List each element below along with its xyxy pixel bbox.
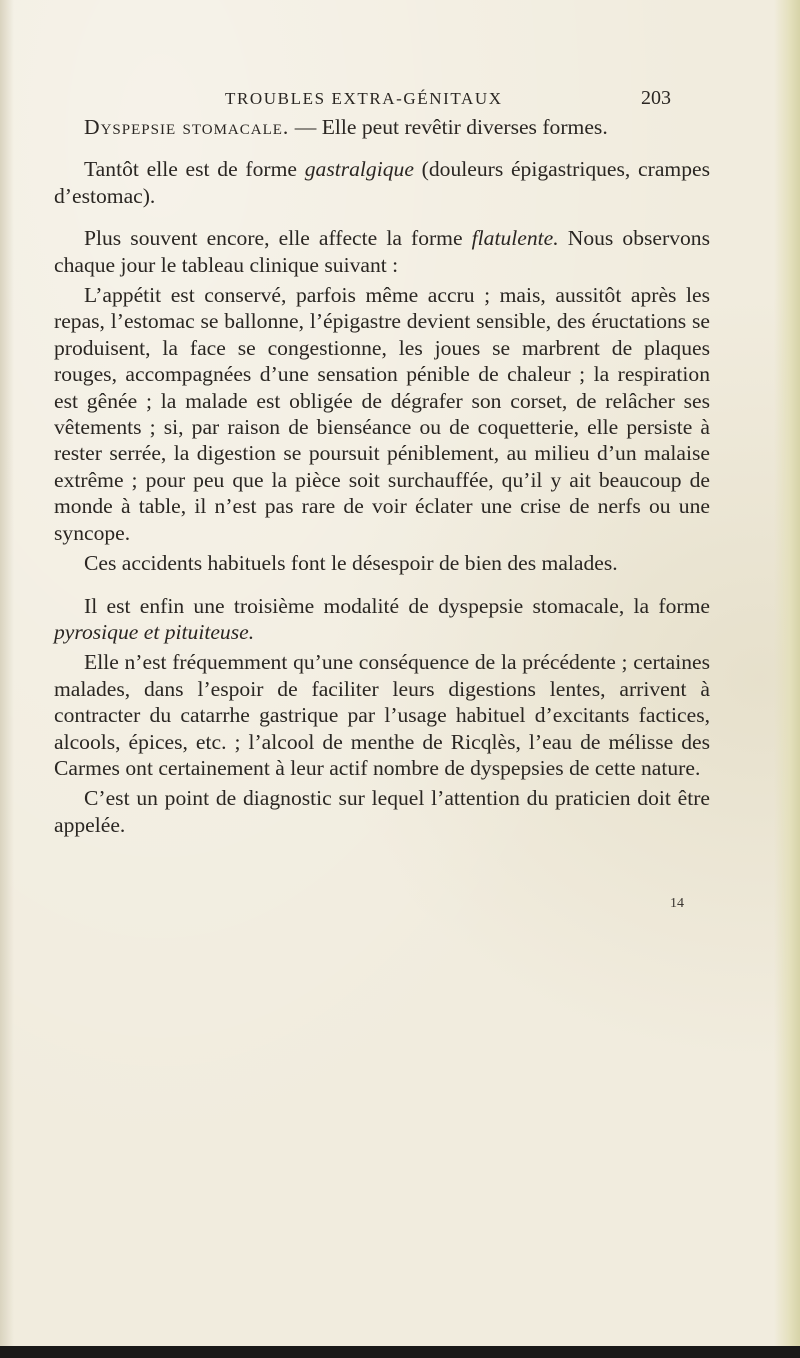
paragraph-text: Il est enfin une troisième modalité de dyspepsie stomacale, la forme: [84, 593, 710, 618]
page-left-shadow: [0, 0, 14, 1358]
paragraph-accidents: Ces accidents habituels font le désespoir de bien des malades.: [84, 551, 618, 576]
paragraph-consequence: Elle n’est fréquemment qu’une conséquence de la précédente ; certaines malades, dans l’espoir de faciliter leurs digestions lentes, arrivent à contracter du catarrhe gastrique par l’usage habituel d’excitants factices, alcools, épices, etc. ; l’alcool de menthe de Ricqlès, l’eau de mélisse des Carmes ont certainement à leur actif nombre de dyspepsies de cette nature.: [54, 650, 710, 780]
running-title: TROUBLES EXTRA-GÉNITAUX: [225, 89, 503, 108]
paragraph-pyrosique: [54, 593, 710, 646]
paragraph-text: Tantôt elle est de forme: [84, 157, 305, 182]
paragraph-text: Plus souvent encore, elle affecte la forme: [84, 226, 472, 251]
bottom-scan-border: [0, 1346, 800, 1358]
emphasis-term: gastralgique: [304, 157, 414, 182]
paragraph-appetit: L’appétit est conservé, parfois même accru ; mais, aussitôt après les repas, l’estomac se ballonne, l’épigastre devient sensible, des éructations se produisent, la face se congestionne, les joues se marbrent de plaques rouges, accompagnées d’une sensation pénible de chaleur ; la respiration est gênée ; la malade est obligée de dégrafer son corset, de relâcher ses vêtements ; si, par raison de bienséance ou de coquetterie, elle persiste à rester serrée, la digestion se poursuit péniblement, au milieu d’un malaise extrême ; pour peu que la pièce soit surchauffée, qu’il y ait beaucoup de monde à table, il n’est pas rare de voir éclater une crise de nerfs ou une syncope.: [54, 283, 710, 545]
paragraph-flatulente: [54, 225, 710, 278]
body-text: [54, 114, 710, 838]
paragraph-text: Nous observons chaque jour le tableau clinique suivant :: [54, 226, 710, 277]
page-right-edge: [774, 0, 800, 1358]
paragraph-diagnostic: C’est un point de diagnostic sur lequel l’attention du praticien doit être appelée.: [54, 786, 710, 837]
section-heading: Dyspepsie stomacale.: [84, 115, 290, 139]
paragraph-dyspepsie: [54, 114, 710, 140]
page-number: 203: [641, 87, 671, 109]
paragraph-text: — Elle peut revêtir diverses formes.: [289, 115, 608, 139]
paragraph-text: (douleurs épigastriques, crampes d’estomac).: [54, 157, 710, 208]
signature-mark: 14: [670, 896, 684, 911]
paragraph-gastralgique: [54, 156, 710, 209]
emphasis-term: flatulente.: [471, 226, 559, 251]
running-header: [0, 89, 800, 113]
emphasis-term: pyrosique et pituiteuse.: [54, 619, 255, 644]
